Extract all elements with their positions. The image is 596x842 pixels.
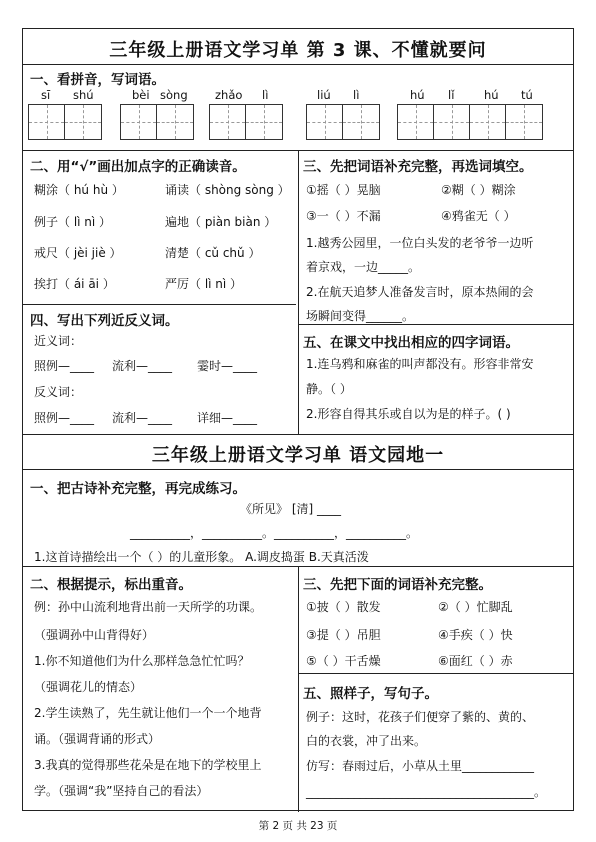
page-title: 三年级上册语文学习单 第 3 课、不懂就要问: [109, 40, 487, 61]
writing-grid[interactable]: [120, 104, 194, 140]
reading-item[interactable]: 遍地（ piàn biàn ）: [165, 215, 277, 229]
reading-item[interactable]: 严厉（ lì nì ）: [165, 277, 243, 291]
antonym-item[interactable]: 照例—____: [34, 411, 95, 425]
pinyin: hú: [484, 88, 499, 102]
label: 近义词：: [34, 334, 83, 348]
pinyin: bèi: [132, 88, 150, 102]
example-text: 例子：这时，花孩子们便穿了紫的、黄的、: [306, 710, 535, 724]
question-text: 1.连乌鸦和麻雀的叫声都没有。形容非常安: [306, 357, 534, 371]
section-heading: 三、先把下面的词语补充完整。: [303, 577, 492, 593]
rule: [23, 64, 573, 65]
section-heading: 五、照样子，写句子。: [303, 686, 438, 702]
fill-item[interactable]: ③一（ ）不漏: [306, 209, 381, 223]
pinyin: lì: [353, 88, 360, 102]
answer-line[interactable]: ______________________________________。: [306, 785, 547, 799]
synonym-item[interactable]: 照例—____: [34, 359, 95, 373]
rule: [298, 324, 573, 325]
section-heading: 一、把古诗补充完整，再完成练习。: [30, 481, 246, 497]
imitation-prompt[interactable]: 仿写：春雨过后，小草从土里____________: [306, 759, 535, 773]
writing-grid[interactable]: [397, 104, 543, 140]
poem-lines[interactable]: __________，__________。__________，__________。: [130, 526, 419, 540]
question-text: 1.越秀公园里，一位白头发的老爷爷一边听: [306, 236, 534, 250]
fill-item[interactable]: ①披（ ）散发: [306, 600, 381, 614]
reading-item[interactable]: 戒尺（ jèi jiè ）: [34, 246, 122, 260]
rule: [23, 469, 573, 470]
divider: [298, 566, 299, 812]
writing-grid[interactable]: [28, 104, 102, 140]
divider: [298, 150, 299, 434]
page-title: 三年级上册语文学习单 语文园地一: [151, 445, 445, 466]
question-text[interactable]: 学。（强调“我”坚持自己的看法）: [34, 784, 209, 798]
rule: [23, 304, 296, 305]
reading-item[interactable]: 糊涂（ hú hù ）: [34, 183, 124, 197]
fill-item[interactable]: ④手疾（ ）快: [438, 628, 513, 642]
pinyin: zhǎo: [215, 88, 243, 102]
question-text[interactable]: 1.你不知道他们为什么那样急急忙忙吗？: [34, 654, 250, 668]
rule: [23, 434, 573, 435]
question-text[interactable]: 诵。（强调背诵的形式）: [34, 732, 161, 746]
pinyin: tú: [521, 88, 533, 102]
section-heading: 五、在课文中找出相应的四字词语。: [303, 335, 519, 351]
fill-item[interactable]: ②糊（ ）糊涂: [441, 183, 516, 197]
fill-item[interactable]: ①摇（ ）晃脑: [306, 183, 381, 197]
example-text: 例：孙中山流利地背出前一天所学的功课。: [34, 600, 263, 614]
question-text[interactable]: 2.学生读熟了，先生就让他们一个一个地背: [34, 706, 262, 720]
section-heading: 四、写出下列近反义词。: [30, 313, 179, 329]
pinyin: lì: [262, 88, 269, 102]
section-heading: 三、先把词语补充完整，再选词填空。: [303, 159, 533, 175]
fill-item[interactable]: ②（ ）忙脚乱: [438, 600, 513, 614]
fill-item[interactable]: ③提（ ）吊胆: [306, 628, 381, 642]
question-text[interactable]: 着京戏，一边_____。: [306, 260, 421, 274]
reading-item[interactable]: 挨打（ ái āi ）: [34, 277, 115, 291]
fill-item[interactable]: ⑥面红（ ）赤: [438, 654, 513, 668]
fill-item[interactable]: ④鸦雀无（ ）: [441, 209, 516, 223]
pinyin: sòng: [160, 88, 188, 102]
synonym-item[interactable]: 霎时—____: [197, 359, 258, 373]
pinyin: hú: [410, 88, 425, 102]
writing-grid[interactable]: [209, 104, 283, 140]
hint-text: （强调孙中山背得好）: [34, 628, 155, 642]
question-text[interactable]: 3.我真的觉得那些花朵是在地下的学校里上: [34, 758, 262, 772]
antonym-item[interactable]: 详细—____: [197, 411, 258, 425]
reading-item[interactable]: 清楚（ cǔ chǔ ）: [165, 246, 261, 260]
writing-grid[interactable]: [306, 104, 380, 140]
section-heading: 一、看拼音，写词语。: [30, 72, 165, 88]
section-heading: 二、根据提示，标出重音。: [30, 577, 192, 593]
pinyin: liú: [317, 88, 331, 102]
question-text[interactable]: 场瞬间变得______。: [306, 309, 415, 323]
pinyin: sī: [41, 88, 51, 102]
rule: [298, 673, 573, 674]
pinyin: shú: [73, 88, 94, 102]
page-footer: 第 2 页 共 23 页: [258, 820, 338, 832]
label: 反义词：: [34, 385, 83, 399]
pinyin: lǐ: [448, 88, 455, 102]
poem-title[interactable]: 《所见》 [清] ____: [240, 502, 341, 516]
fill-item[interactable]: ⑤（ ）干舌燥: [306, 654, 381, 668]
antonym-item[interactable]: 流利—____: [112, 411, 173, 425]
question-text[interactable]: 2.形容自得其乐或自以为是的样子。( ): [306, 407, 511, 421]
hint-text: （强调花儿的情态）: [34, 680, 143, 694]
example-text: 白的衣裳，冲了出来。: [306, 734, 427, 748]
synonym-item[interactable]: 流利—____: [112, 359, 173, 373]
reading-item[interactable]: 诵读（ shòng sòng ）: [165, 183, 290, 197]
question-text[interactable]: 静。（ ）: [306, 382, 352, 396]
question-text[interactable]: 1.这首诗描绘出一个（ ）的儿童形象。 A.调皮捣蛋 B.天真活泼: [34, 550, 369, 564]
question-text: 2.在航天追梦人准备发言时，原本热闹的会: [306, 285, 534, 299]
section-heading: 二、用“√”画出加点字的正确读音。: [30, 159, 246, 175]
reading-item[interactable]: 例子（ lì nì ）: [34, 215, 112, 229]
